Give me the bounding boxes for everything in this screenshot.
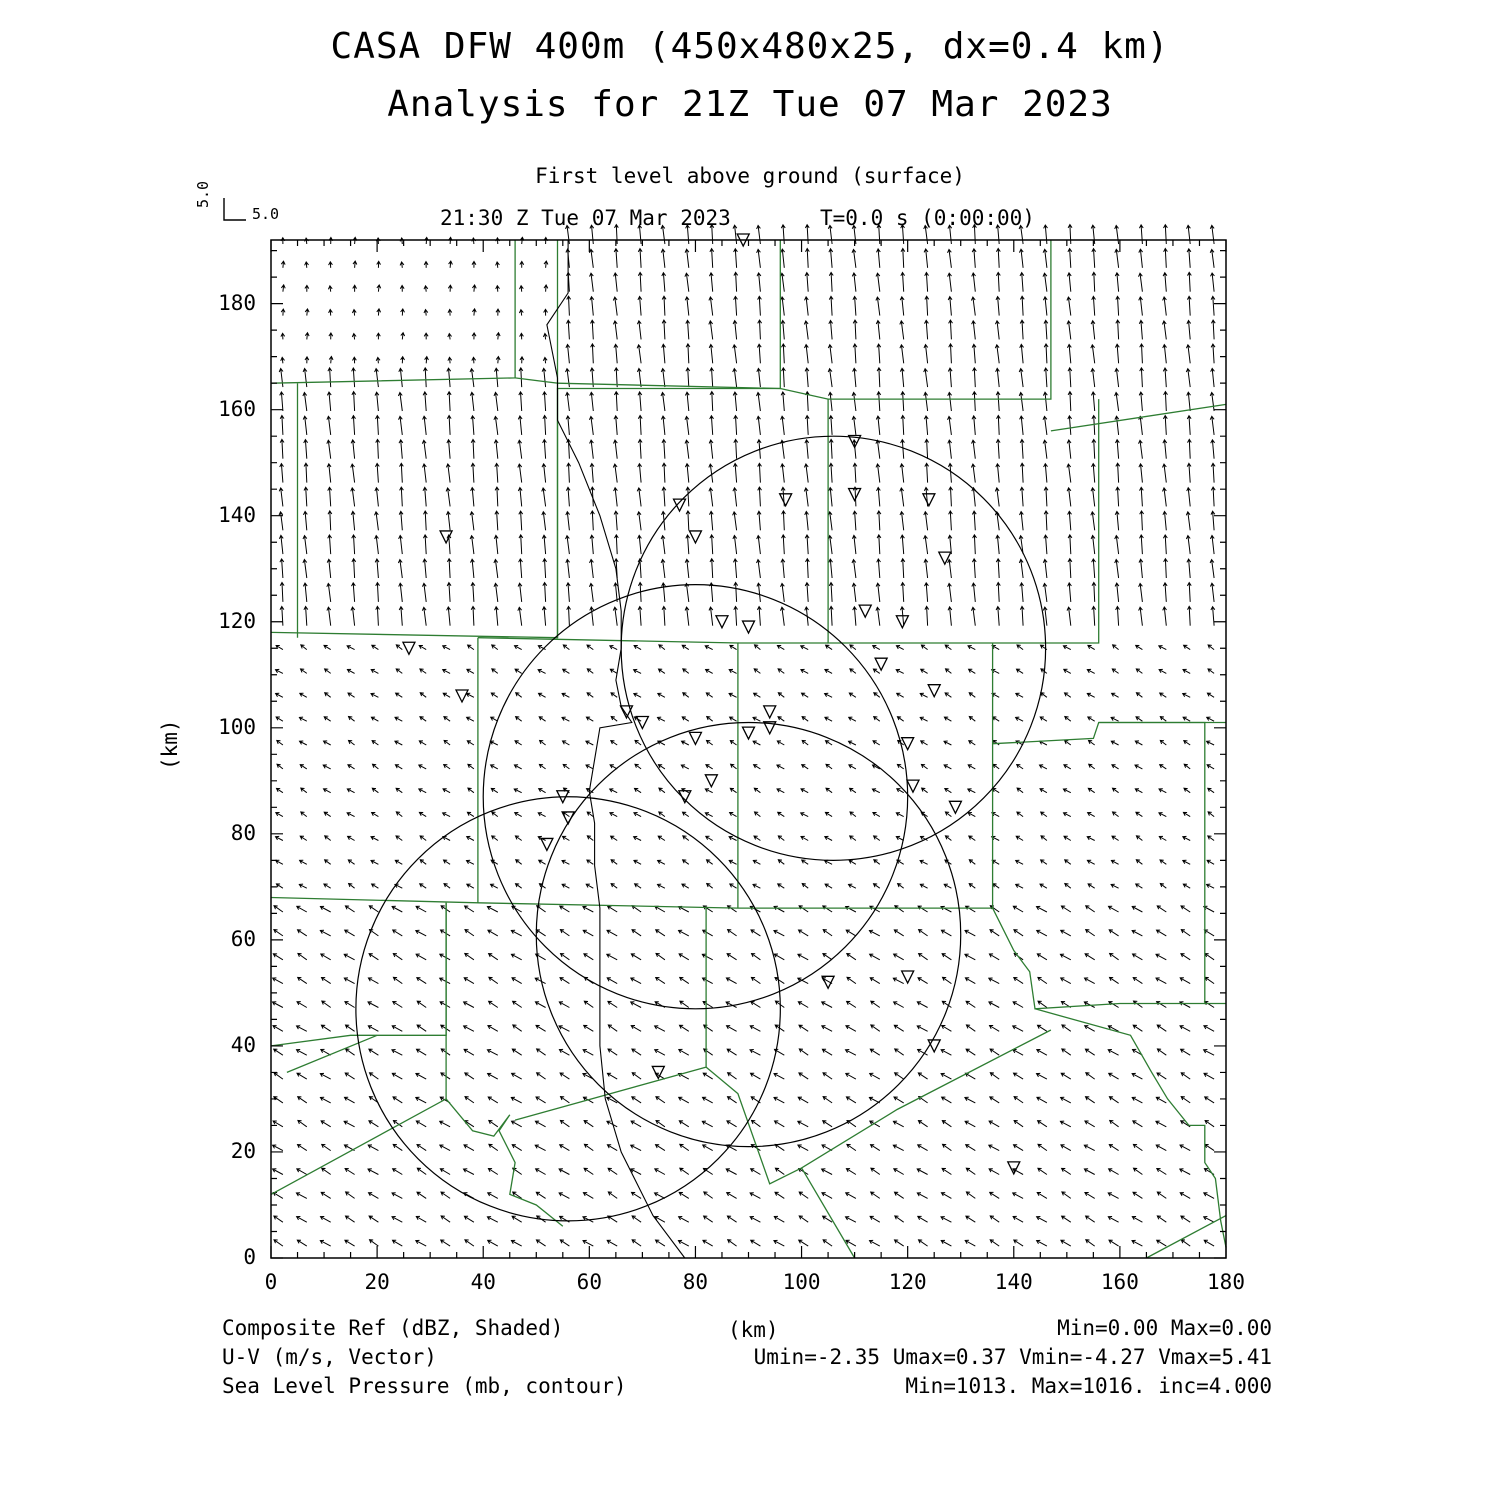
radar-range-rings — [356, 436, 1046, 1221]
field3-stats: Min=1013. Max=1016. inc=4.000 — [905, 1374, 1272, 1398]
vector-scale-key — [224, 198, 246, 220]
station-marker-icon — [689, 732, 701, 744]
y-axis-label: (km) — [158, 719, 182, 770]
title-line-2: Analysis for 21Z Tue 07 Mar 2023 — [387, 84, 1113, 125]
station-marker-icon — [743, 727, 755, 739]
y-tick-label: 100 — [218, 714, 256, 739]
y-tick-label: 80 — [230, 820, 256, 845]
county-boundary — [1051, 404, 1226, 431]
station-marker-icon — [541, 838, 553, 850]
county-boundaries — [271, 240, 1226, 1258]
valid-time: 21:30 Z Tue 07 Mar 2023 — [440, 206, 731, 230]
station-marker-icon — [705, 775, 717, 787]
county-boundary — [706, 1030, 1051, 1184]
y-tick-label: 140 — [218, 502, 256, 527]
county-boundary — [558, 240, 1051, 638]
radar-range-ring — [483, 585, 907, 1009]
county-boundary — [1035, 1009, 1226, 1248]
county-boundary — [271, 383, 558, 638]
y-tick-label: 120 — [218, 608, 256, 633]
x-tick-label: 20 — [364, 1270, 390, 1294]
plot-border — [271, 240, 1226, 1258]
y-tick-label: 40 — [230, 1032, 256, 1057]
x-tick-label: 60 — [576, 1270, 602, 1294]
station-marker-icon — [456, 690, 468, 702]
station-marker-icon — [875, 658, 887, 670]
station-marker-icon — [859, 605, 871, 617]
y-tick-label: 180 — [218, 290, 256, 315]
station-marker-icon — [896, 616, 908, 628]
station-marker-icon — [403, 642, 415, 654]
station-marker-icon — [689, 531, 701, 543]
station-marker-icon — [743, 621, 755, 633]
y-tick-label: 60 — [230, 926, 256, 951]
radar-range-ring — [356, 797, 780, 1221]
vector-scale-u: 5.0 — [252, 205, 280, 223]
title-line-1: CASA DFW 400m (450x480x25, dx=0.4 km) — [330, 26, 1170, 67]
axis-ticks — [271, 240, 1226, 1258]
county-boundary — [1146, 1216, 1226, 1258]
x-tick-label: 100 — [782, 1270, 821, 1294]
county-boundary — [993, 723, 1226, 1004]
station-markers — [403, 234, 1020, 1174]
forecast-time: T=0.0 s (0:00:00) — [820, 206, 1035, 230]
county-boundary — [828, 399, 1099, 643]
station-marker-icon — [849, 489, 861, 501]
x-tick-label: 80 — [682, 1270, 709, 1294]
county-boundary — [271, 638, 478, 903]
y-tick-label: 20 — [230, 1138, 256, 1163]
county-boundary — [271, 903, 446, 1195]
station-marker-icon — [674, 499, 686, 511]
x-tick-label: 0 — [264, 1270, 278, 1294]
station-marker-icon — [780, 494, 792, 506]
station-marker-icon — [902, 971, 914, 983]
x-axis-label: (km) — [728, 1318, 779, 1342]
wind-vectors — [273, 225, 1216, 1247]
x-tick-label: 180 — [1207, 1270, 1245, 1294]
county-boundary — [446, 1099, 563, 1226]
county-boundary — [515, 908, 706, 1120]
station-marker-icon — [652, 1066, 664, 1078]
station-marker-icon — [949, 801, 961, 813]
field3-label: Sea Level Pressure (mb, contour) — [222, 1374, 627, 1398]
level-label: First level above ground (surface) — [535, 164, 965, 188]
station-marker-icon — [923, 494, 935, 506]
county-boundary — [478, 643, 993, 908]
station-marker-icon — [928, 685, 940, 697]
station-marker-icon — [928, 1040, 940, 1052]
x-tick-label: 40 — [470, 1270, 496, 1294]
station-marker-icon — [636, 716, 648, 728]
vector-scale-v: 5.0 — [194, 180, 212, 208]
y-tick-label: 0 — [243, 1245, 256, 1269]
field2-label: U-V (m/s, Vector) — [222, 1345, 437, 1369]
station-marker-icon — [716, 616, 728, 628]
x-tick-label: 160 — [1100, 1270, 1139, 1294]
field2-stats: Umin=-2.35 Umax=0.37 Vmin=-4.27 Vmax=5.41 — [753, 1345, 1272, 1369]
field1-label: Composite Ref (dBZ, Shaded) — [222, 1316, 564, 1340]
station-marker-icon — [902, 738, 914, 750]
county-boundary — [478, 638, 738, 908]
station-marker-icon — [907, 780, 919, 792]
county-boundary — [993, 908, 1205, 1009]
county-boundary — [802, 1168, 855, 1258]
county-boundary — [558, 240, 781, 389]
vector-scale-icon — [224, 198, 246, 220]
wind-vector-field — [273, 225, 1216, 1247]
plot-frame — [271, 240, 1226, 1258]
station-marker-icon — [679, 791, 691, 803]
x-tick-label: 140 — [994, 1270, 1033, 1294]
x-tick-label: 120 — [888, 1270, 927, 1294]
field1-stats: Min=0.00 Max=0.00 — [1057, 1316, 1272, 1340]
y-tick-label: 160 — [218, 396, 256, 421]
station-marker-icon — [764, 706, 776, 718]
